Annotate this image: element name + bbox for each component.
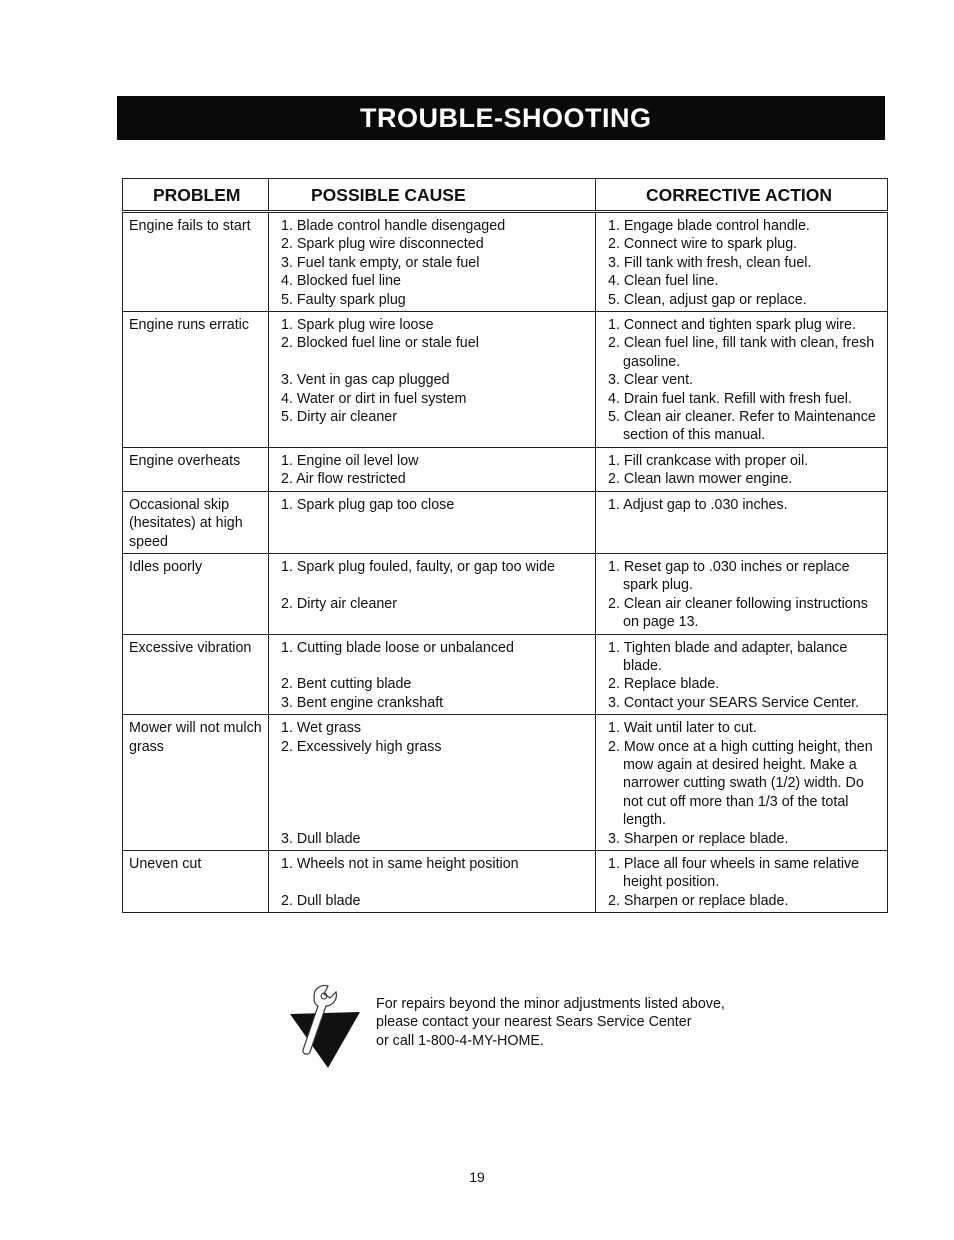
- table-row: [123, 447, 888, 491]
- cause-item: 2. Excessively high grass: [281, 738, 442, 755]
- action-item: 2. Mow once at a high cutting height, then mow again at desired height. Make a narrower cutting swath (1/2) width. Do not cut off more than 1/3 of the total length.: [608, 738, 873, 829]
- cause-cell: [269, 212, 596, 312]
- action-item: 1. Reset gap to .030 inches or replace spark plug.: [608, 558, 850, 594]
- cause-item: 2. Dirty air cleaner: [281, 595, 398, 612]
- column-header-possible-cause: POSSIBLE CAUSE: [269, 179, 596, 212]
- cause-item: 3. Dull blade: [281, 830, 361, 847]
- action-cell: [596, 212, 888, 312]
- action-item: 1. Tighten blade and adapter, balance blade.: [608, 639, 848, 674]
- cause-item: 5. Faulty spark plug: [281, 291, 406, 308]
- cause-item: 1. Spark plug gap too close: [281, 496, 455, 513]
- cause-item: 3. Vent in gas cap plugged: [281, 372, 450, 389]
- cause-item: 2. Spark plug wire disconnected: [281, 236, 484, 253]
- action-item: 1. Fill crankcase with proper oil.: [608, 452, 809, 469]
- problem-cell: Excessive vibration: [123, 634, 269, 715]
- cause-item: 1. Engine oil level low: [281, 452, 419, 469]
- cause-item: 2. Bent cutting blade: [281, 676, 412, 693]
- action-item: 5. Clean, adjust gap or replace.: [608, 291, 807, 308]
- problem-cell: Engine fails to start: [123, 212, 269, 312]
- page-title: TROUBLE-SHOOTING: [360, 102, 652, 133]
- action-item: 2. Clean air cleaner following instructions on page 13.: [608, 595, 868, 631]
- problem-cell: Engine runs erratic: [123, 312, 269, 448]
- cause-cell: [269, 715, 596, 851]
- action-item: 3. Sharpen or replace blade.: [608, 830, 789, 847]
- page-number: 19: [469, 1169, 485, 1185]
- action-cell: [596, 312, 888, 448]
- action-cell: [596, 715, 888, 851]
- table-header-row: [123, 179, 888, 212]
- action-item: 2. Sharpen or replace blade.: [608, 892, 789, 909]
- cause-item: 1. Wheels not in same height position: [281, 856, 519, 872]
- action-cell: [596, 553, 888, 634]
- title-bar: [117, 96, 885, 140]
- action-item: 4. Clean fuel line.: [608, 273, 719, 290]
- problem-cell: Uneven cut: [123, 851, 269, 913]
- column-header-corrective-action: CORRECTIVE ACTION: [596, 179, 888, 212]
- cause-item: 1. Blade control handle disengaged: [281, 218, 506, 234]
- table-row: [123, 553, 888, 634]
- problem-cell: Idles poorly: [123, 553, 269, 634]
- cause-cell: [269, 553, 596, 634]
- action-item: 3. Contact your SEARS Service Center.: [608, 694, 860, 711]
- problem-cell: Occasional skip (hesitates) at high speed: [123, 491, 269, 553]
- action-cell: [596, 491, 888, 553]
- cause-item: 1. Wet grass: [281, 720, 361, 737]
- action-item: 3. Clear vent.: [608, 372, 694, 389]
- cause-item: 1. Spark plug wire loose: [281, 317, 434, 334]
- table-row: [123, 715, 888, 851]
- cause-cell: [269, 851, 596, 913]
- column-header-problem: PROBLEM: [123, 179, 269, 212]
- action-item: 1. Adjust gap to .030 inches.: [608, 496, 788, 513]
- service-note: [376, 995, 796, 1050]
- note-line: or call 1-800-4-MY-HOME.: [376, 1032, 544, 1049]
- table-row: [123, 851, 888, 913]
- action-item: 1. Wait until later to cut.: [608, 720, 757, 737]
- cause-item: 4. Water or dirt in fuel system: [281, 390, 467, 407]
- action-item: 2. Clean lawn mower engine.: [608, 471, 793, 488]
- cause-cell: [269, 634, 596, 715]
- wrench-icon: [288, 982, 360, 1072]
- action-item: 2. Clean fuel line, fill tank with clean, fresh gasoline.: [608, 335, 875, 370]
- cause-item: 4. Blocked fuel line: [281, 273, 402, 290]
- troubleshooting-table: [122, 178, 888, 913]
- table-row: [123, 491, 888, 553]
- cause-item: 2. Dull blade: [281, 892, 361, 909]
- cause-item: 5. Dirty air cleaner: [281, 409, 398, 426]
- note-line: For repairs beyond the minor adjustments listed above,: [376, 996, 725, 1012]
- problem-cell: Engine overheats: [123, 447, 269, 491]
- action-item: 3. Fill tank with fresh, clean fuel.: [608, 254, 812, 271]
- action-item: 2. Replace blade.: [608, 676, 720, 693]
- table-row: [123, 212, 888, 312]
- cause-cell: [269, 312, 596, 448]
- action-cell: [596, 851, 888, 913]
- cause-item: 1. Spark plug fouled, faulty, or gap too wide: [281, 558, 555, 575]
- cause-item: 3. Bent engine crankshaft: [281, 694, 444, 711]
- action-item: 1. Place all four wheels in same relative height position.: [608, 856, 860, 891]
- action-item: 4. Drain fuel tank. Refill with fresh fuel.: [608, 390, 852, 407]
- action-item: 5. Clean air cleaner. Refer to Maintenance section of this manual.: [608, 409, 876, 444]
- action-item: 1. Connect and tighten spark plug wire.: [608, 317, 856, 334]
- table-row: [123, 312, 888, 448]
- cause-cell: [269, 491, 596, 553]
- action-item: 2. Connect wire to spark plug.: [608, 236, 798, 253]
- action-item: 1. Engage blade control handle.: [608, 218, 810, 234]
- problem-cell: Mower will not mulch grass: [123, 715, 269, 851]
- cause-item: 2. Blocked fuel line or stale fuel: [281, 335, 479, 352]
- cause-cell: [269, 447, 596, 491]
- action-cell: [596, 447, 888, 491]
- note-line: please contact your nearest Sears Service Center: [376, 1014, 692, 1031]
- cause-item: 2. Air flow restricted: [281, 471, 406, 488]
- table-row: [123, 634, 888, 715]
- cause-item: 3. Fuel tank empty, or stale fuel: [281, 254, 480, 271]
- action-cell: [596, 634, 888, 715]
- cause-item: 1. Cutting blade loose or unbalanced: [281, 639, 514, 656]
